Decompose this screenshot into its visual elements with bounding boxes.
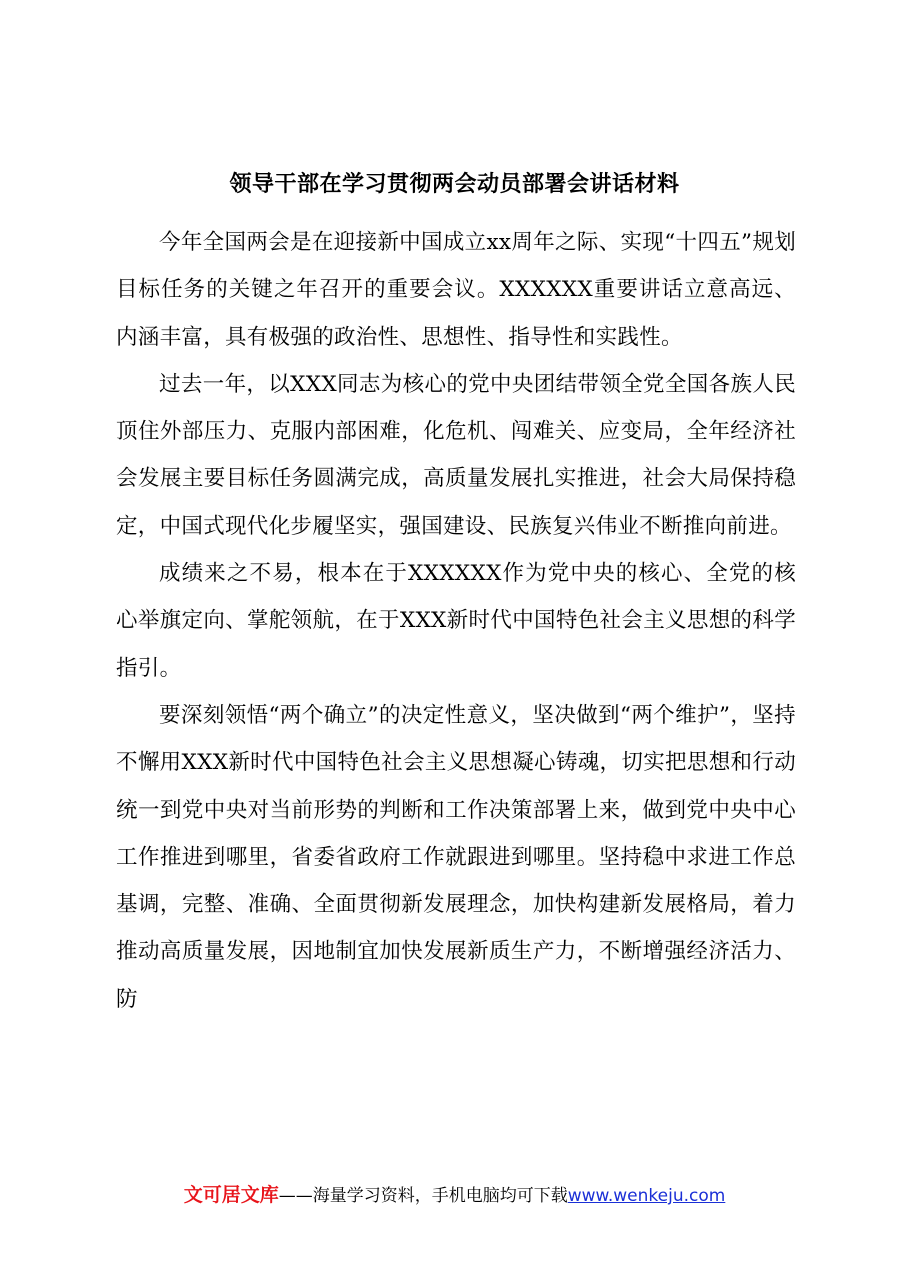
document-title: 领导干部在学习贯彻两会动员部署会讲话材料	[229, 171, 680, 197]
footer-brand: 文可居文库	[183, 1184, 279, 1206]
footer-banner	[0, 1182, 909, 1209]
document-body	[116, 219, 796, 1023]
footer-slogan: ——海量学习资料，手机电脑均可下载	[278, 1186, 568, 1206]
footer-site-link[interactable]: www.wenkeju.com	[567, 1186, 726, 1206]
paragraph-2: 过去一年，以XXX同志为核心的党中央团结带领全党全国各族人民顶住外部压力、克服内部困难，化危机、闯难关、应变局，全年经济社会发展主要目标任务圆满完成，高质量发展扎实推进，社会大局保持稳定，中国式现代化步履坚实，强国建设、民族复兴伟业不断推向前进。	[116, 371, 796, 539]
paragraph-3: 成绩来之不易，根本在于XXXXXX作为党中央的核心、全党的核心举旗定向、掌舵领航，在于XXX新时代中国特色社会主义思想的科学指引。	[116, 561, 796, 681]
paragraph-1: 今年全国两会是在迎接新中国成立xx周年之际、实现“十四五”规划目标任务的关键之年召开的重要会议。XXXXXX重要讲话立意高远、内涵丰富，具有极强的政治性、思想性、指导性和实践性。	[116, 230, 796, 350]
paragraph-4: 要深刻领悟“两个确立”的决定性意义，坚决做到“两个维护”，坚持不懈用XXX新时代中国特色社会主义思想凝心铸魂，切实把思想和行动统一到党中央对当前形势的判断和工作决策部署上来，做到党中央中心工作推进到哪里，省委省政府工作就跟进到哪里。坚持稳中求进工作总基调，完整、准确、全面贯彻新发展理念，加快构建新发展格局，着力推动高质量发展，因地制宜加快发展新质生产力，不断增强经济活力、防	[116, 702, 796, 1012]
